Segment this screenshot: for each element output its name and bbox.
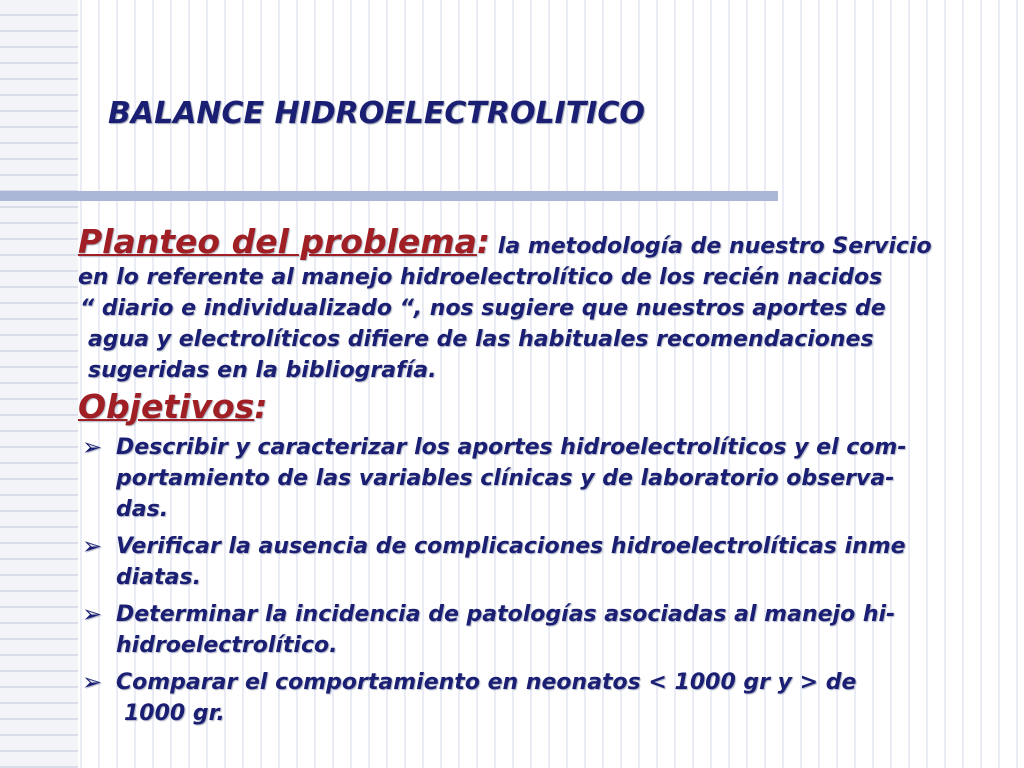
planteo-line: sugeridas en la bibliografía. <box>88 358 437 383</box>
objetivos-colon: : <box>254 387 268 426</box>
arrow-bullet-icon: ➢ <box>82 668 103 696</box>
objetivo-item <box>78 599 1024 661</box>
left-decorative-panel <box>0 0 78 768</box>
arrow-bullet-icon: ➢ <box>82 433 103 461</box>
objetivo-line: Describir y caracterizar los aportes hidroelectrolíticos y el com- <box>116 435 907 460</box>
objetivo-line: diatas. <box>116 565 201 590</box>
planteo-first-line <box>78 222 1024 262</box>
slide-content <box>78 222 1024 729</box>
objetivo-line: hidroelectrolítico. <box>116 633 338 658</box>
planteo-line: en lo referente al manejo hidroelectrolítico de los recién nacidos <box>78 265 883 290</box>
planteo-line: agua y electrolíticos difiere de las habituales recomendaciones <box>88 327 874 352</box>
planteo-heading: Planteo del problema <box>78 222 477 261</box>
objetivo-item <box>78 667 1024 729</box>
objetivo-line: Verificar la ausencia de complicaciones hidroelectrolíticas inme <box>116 534 906 559</box>
arrow-bullet-icon: ➢ <box>82 532 103 560</box>
slide-title: BALANCE HIDROELECTROLITICO <box>108 96 645 131</box>
objetivo-line: Determinar la incidencia de patologías asociadas al manejo hi- <box>116 602 896 627</box>
objetivo-line: das. <box>116 497 169 522</box>
arrow-bullet-icon: ➢ <box>82 600 103 628</box>
objetivos-heading: Objetivos <box>78 387 255 426</box>
objetivo-line: Comparar el comportamiento en neonatos < 1000 gr y > de <box>116 670 857 695</box>
planteo-line: “ diario e individualizado “, nos sugiere que nuestros aportes de <box>80 296 886 321</box>
planteo-colon: : <box>476 222 491 261</box>
objetivo-item <box>78 531 1024 593</box>
objetivo-line: 1000 gr. <box>124 701 225 726</box>
objetivo-line: portamiento de las variables clínicas y de laboratorio observa- <box>116 466 895 491</box>
objetivo-item <box>78 432 1024 525</box>
objetivos-heading-row <box>78 388 1024 426</box>
planteo-line: la metodología de nuestro Servicio <box>490 234 932 259</box>
title-underline-bar <box>0 191 778 201</box>
